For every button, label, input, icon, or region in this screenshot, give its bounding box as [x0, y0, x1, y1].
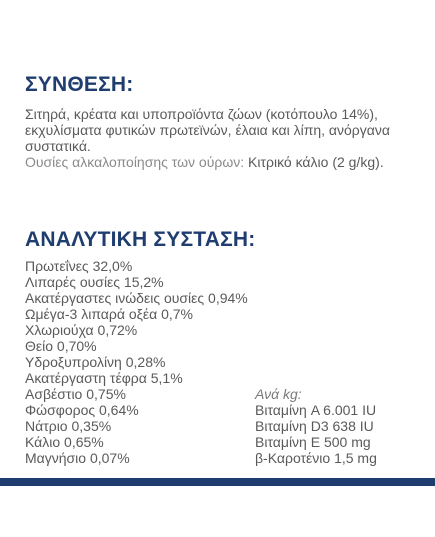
additive-label: Ουσίες αλκαλοποίησης των ούρων: — [25, 154, 245, 170]
analysis-item-protein: Πρωτεΐνες 32,0% — [25, 258, 133, 274]
vitamin-e: Βιταμίνη E 500 mg — [255, 434, 371, 450]
per-kg-label: Ανά kg: — [255, 386, 302, 402]
vitamin-a: Βιταμίνη A 6.001 IU — [255, 402, 377, 418]
composition-heading: ΣΥΝΘΕΣΗ: — [25, 73, 134, 96]
analysis-item-hydroxyproline: Υδροξυπρολίνη 0,28% — [25, 354, 166, 370]
analysis-list — [25, 258, 248, 466]
vitamins-list — [255, 386, 377, 466]
analysis-item-sulphur: Θείο 0,70% — [25, 338, 97, 354]
analysis-item-magnesium: Μαγνήσιο 0,07% — [25, 450, 130, 466]
additive-value: Κιτρικό κάλιο (2 g/kg). — [244, 154, 384, 170]
additive-line — [25, 154, 425, 170]
analysis-item-fat: Λιπαρές ουσίες 15,2% — [25, 274, 164, 290]
vitamin-d3: Βιταμίνη D3 638 IU — [255, 418, 374, 434]
analysis-item-ash: Ακατέργαστη τέφρα 5,1% — [25, 370, 183, 386]
beta-carotene: β-Καροτένιο 1,5 mg — [255, 450, 377, 466]
analysis-item-fibre: Ακατέργαστες ινώδεις ουσίες 0,94% — [25, 290, 248, 306]
analysis-item-phosphorus: Φώσφορος 0,64% — [25, 402, 139, 418]
analysis-item-omega3: Ωμέγα-3 λιπαρά οξέα 0,7% — [25, 306, 194, 322]
composition-block — [25, 106, 425, 170]
analysis-item-sodium: Νάτριο 0,35% — [25, 418, 112, 434]
bottom-divider-bar — [0, 478, 435, 486]
analysis-heading: ΑΝΑΛΥΤΙΚΗ ΣΥΣΤΑΣΗ: — [25, 228, 256, 251]
analysis-item-calcium: Ασβέστιο 0,75% — [25, 386, 126, 402]
analysis-item-potassium: Κάλιο 0,65% — [25, 434, 104, 450]
composition-text: Σιτηρά, κρέατα και υποπροϊόντα ζώων (κοτόπουλο 14%), εκχυλίσματα φυτικών πρωτεϊνών, έλαια και λίπη, ανόργανα συστατικά. — [25, 106, 390, 154]
analysis-item-chloride: Χλωριούχα 0,72% — [25, 322, 138, 338]
